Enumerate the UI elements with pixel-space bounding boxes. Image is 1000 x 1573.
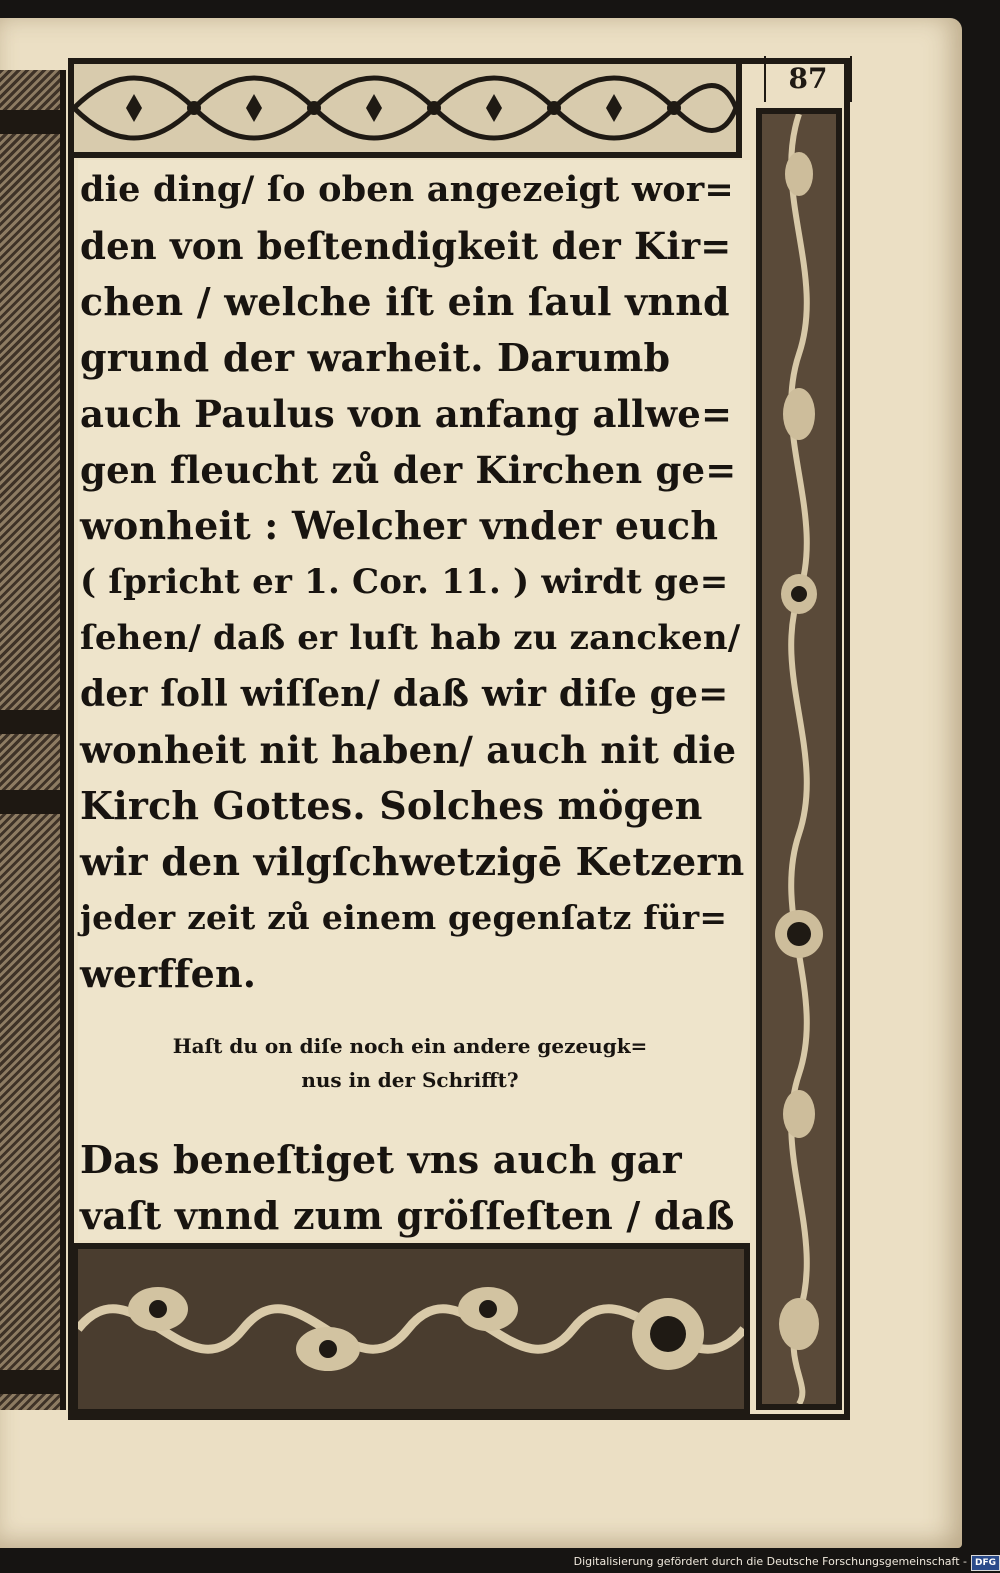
body-line: grund der warheit. Darumb bbox=[80, 335, 671, 380]
body-line: chen / welche iſt ein ſaul vnnd bbox=[80, 279, 730, 324]
bottom-ornamental-border bbox=[72, 1243, 750, 1415]
question-heading-line: nus in der Schrifft? bbox=[301, 1068, 519, 1092]
body-line: den von beſtendigkeit der Kir= bbox=[80, 224, 732, 268]
body-line: wir den vilgſchwetzigē Ketzern bbox=[80, 839, 745, 884]
body-line: wonheit nit haben/ auch nit die bbox=[80, 728, 737, 772]
credit-text: Digitalisierung gefördert durch die Deutsche Forschungsgemeinschaft - bbox=[573, 1555, 967, 1568]
body-line: ( ſpricht er 1. Cor. 11. ) wirdt ge= bbox=[80, 562, 729, 602]
body-line: Kirch Gottes. Solches mögen bbox=[80, 783, 703, 828]
body-line: werffen. bbox=[80, 951, 257, 996]
body-line: der ſoll wiſſen/ daß wir diſe ge= bbox=[80, 673, 729, 715]
body-line: ſehen/ daß er luſt hab zu zancken/ bbox=[80, 618, 741, 658]
right-ornamental-border bbox=[756, 108, 842, 1410]
left-page-edge-ornament bbox=[0, 70, 66, 1410]
answer-line: Das beneſtiget vns auch gar bbox=[80, 1137, 682, 1182]
question-heading-line: Haſt du on diſe noch ein andere gezeugk= bbox=[172, 1034, 648, 1058]
digitization-credit bbox=[560, 1551, 1000, 1573]
top-ornamental-border bbox=[68, 58, 742, 158]
body-line: auch Paulus von anfang allwe= bbox=[80, 392, 733, 436]
body-line: jeder zeit zů einem gegenſatz für= bbox=[80, 898, 728, 937]
page-number: 87 bbox=[764, 56, 852, 102]
body-line: gen fleucht zů der Kirchen ge= bbox=[80, 448, 737, 492]
answer-line: vaſt vnnd zum gröſſeſten / daß bbox=[80, 1193, 735, 1238]
body-line: die ding/ ſo oben angezeigt wor= bbox=[80, 169, 734, 210]
dfg-logo: DFG bbox=[971, 1555, 1000, 1571]
body-line: wonheit : Welcher vnder euch bbox=[80, 503, 719, 548]
